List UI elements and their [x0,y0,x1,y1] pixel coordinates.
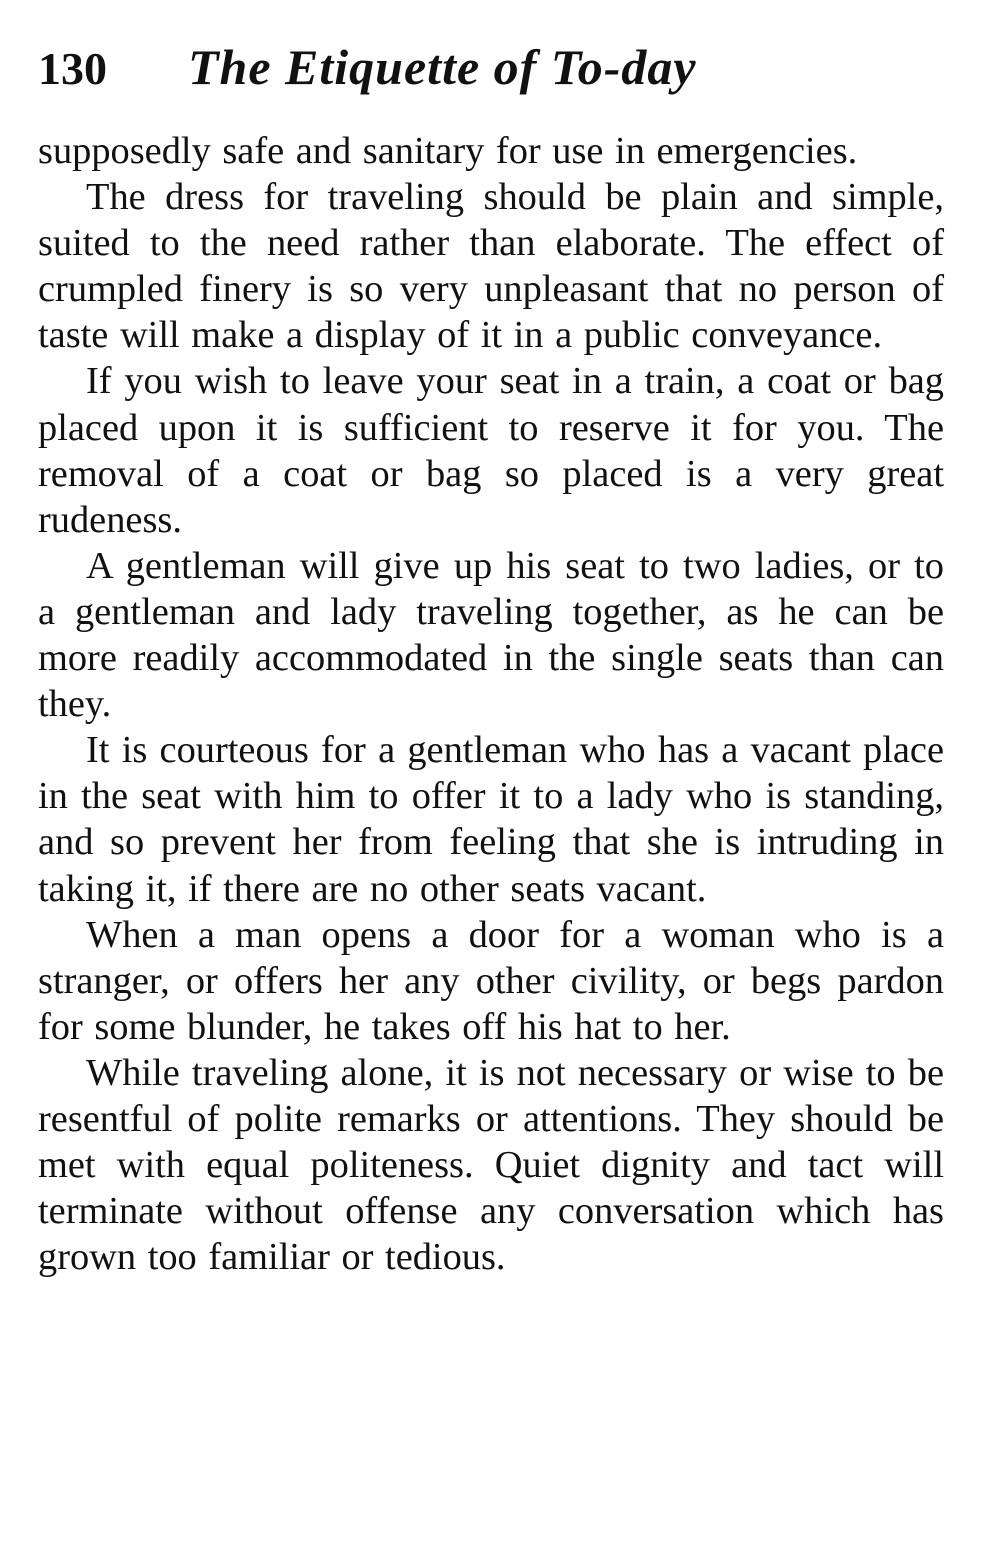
paragraph-traveling-alone: While traveling alone, it is not necessary or wise to be resentful of polite remarks or attentions. They should be met with equal politeness. Quiet dignity and tact will terminate without offense any conversation which has grown too familiar or tedious. [38,1051,944,1279]
running-head [38,38,944,128]
page-number: 130 [38,43,107,94]
paragraph-seat-reservation: If you wish to leave your seat in a train, a coat or bag placed upon it is sufficient to reserve it for you. The removal of a coat or bag so placed is a very great rudeness. [38,360,944,541]
body-text [38,128,944,1280]
paragraph-continuation: supposedly safe and sanitary for use in emergencies. [38,130,858,172]
paragraph-giving-up-seat: A gentleman will give up his seat to two ladies, or to a gentleman and lady traveling together, as he can be more readily accommodated in the single seats than can they. [38,544,944,726]
paragraph-offering-seat: It is courteous for a gentleman who has a vacant place in the seat with him to offer it to a lady who is standing, and so prevent her from feeling that she is intruding in taking it, if there are no other seats vacant. [38,729,944,910]
book-title: The Etiquette of To-day [188,39,697,95]
paragraph-hat: When a man opens a door for a woman who is a stranger, or offers her any other civility, or begs pardon for some blunder, he takes off his hat to her. [38,913,944,1048]
book-page [38,38,944,1280]
paragraph-dress: The dress for traveling should be plain and simple, suited to the need rather than elaborate. The effect of crumpled finery is so very unpleasant that no person of taste will make a display of it in a public conveyance. [38,176,944,357]
